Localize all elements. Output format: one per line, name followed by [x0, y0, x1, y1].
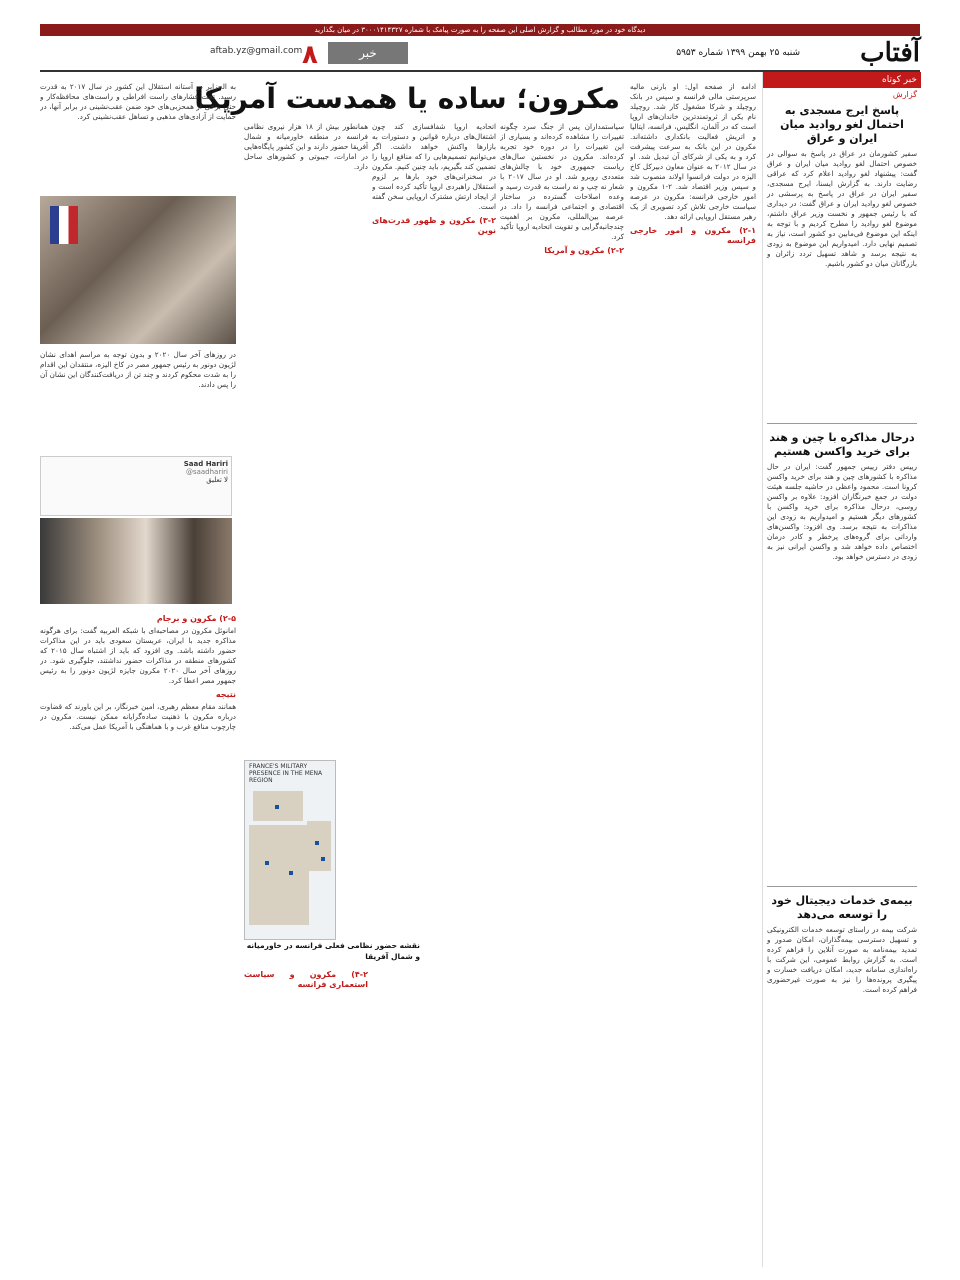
photo-caption — [40, 350, 236, 450]
map-marker — [315, 841, 319, 845]
article-column-5 — [40, 610, 236, 1267]
top-left-text: به الجزایر در آستانه استقلال این کشور در سال ۲۰۱۷ به قدرت رسید. تحت فشارهای راست افراطی و راست‌های محافظه‌کار و حتی برخی از همحزبی‌های خود ضمن عقب‌نشینی در برابر آنها، در حمایت از آزادی‌های مذهبی و تساهل عقب‌نشینی کرد. — [40, 82, 236, 121]
photo-caption-text: در روزهای آخر سال ۲۰۲۰ و بدون توجه به مراسم اهدای نشان لژیون دونور به رئیس جمهور مصر در کاخ الیزه، منتقدان این اقدام را به شدت محکوم کردند و چند تن از دریافت‌کنندگان این نشان آن را پس دادند. — [40, 350, 236, 389]
news-brief-sidebar — [762, 72, 921, 1267]
subheading-america: ۲-۲) مکرون و آمریکا — [544, 246, 624, 255]
section-tag: خبر — [328, 42, 408, 64]
french-flag — [50, 206, 78, 244]
map-land-middle-east — [307, 821, 331, 871]
contact-email[interactable]: aftab.yz@gmail.com — [210, 46, 303, 56]
brief-headline-insurance: بیمه‌ی خدمات دیجیتال خود را توسعه می‌دهد — [771, 894, 913, 921]
column-2-text: سیاستمداران پس از جنگ سرد چگونه تغییرات را مشاهده کرده‌اند و بسیاری از این تغییرات را در دوره خود تجربه کرده‌اند. مکرون در نخستین سال‌های ریاست جمهوری خود با چالش‌های متعددی روبرو شد. او در سال ۲۰۱۷ با شعار نه چپ و نه راست به قدرت رسید و وعده اصلاحات گسترده در ساختار اقتصادی و اجتماعی فرانسه را داد. در عرصه بین‌المللی، مکرون بر اهمیت چندجانبه‌گرایی و تقویت اتحادیه اروپا تأکید کرد. — [500, 122, 624, 241]
map-caption: نقشه حضور نظامی فعلی فرانسه در خاورمیانه و شمال آفریقا — [246, 941, 420, 961]
map-land-africa — [249, 825, 309, 925]
map-marker — [275, 805, 279, 809]
article-column-4b — [244, 966, 368, 1266]
subheading-colonial: ۴-۲) مکرون و سیاست استعماری فرانسه — [244, 970, 368, 989]
map-marker — [289, 871, 293, 875]
sidebar-subheader: گزارش — [892, 90, 917, 99]
brief-headline-visa: پاسخ ایرج مسجدی به احتمال لغو روادید میان ایران و عراق — [780, 104, 904, 145]
conclusion-text: همانند مقام معظم رهبری، امین خبرنگار، بر این باورند که قضاوت درباره مکرون با ذهنیت ساده‌گرایانه ممکن نیست. مکرون در چارچوب منافع غرب و با هماهنگی با آمریکا عمل می‌کند. — [40, 702, 236, 731]
brief-text-vaccine: رییس دفتر رییس جمهور گفت: ایران در حال مذاکره با کشورهای چین و هند برای خرید واکسن کرونا است. محمود واعظی در حاشیه جلسه هیئت دولت در جمع خبرنگاران افزود: علاوه بر واکسن روسی، درحال مذاکره برای خرید واکسن با کشورهای دیگر هستیم و امیدواریم به زودی این مذاکرات به نتیجه برسد. وی افزود: واکسن‌های وارداتی برای گروه‌های پرخطر و کادر درمان اختصاص داده خواهد شد و واکسن ایرانی نیز به زودی در دسترس خواهد بود. — [767, 462, 917, 561]
newspaper-logo: آفتاب — [860, 38, 920, 68]
tweet-photo-image — [40, 518, 232, 604]
column-3-text: اتحادیه اروپا شفافسازی کند چون اشتغال‌های درباره قوانین و دستورات به بازارها واکنش خواهد داشت. اگر می‌توانیم تصمیم‌هایی را که منافع اروپا را تضمین کند بگیریم، باید چنین کنیم. مکرون در سخنرانی‌های خود بارها بر لزوم استقلال راهبردی اروپا تأکید کرده است و از ایجاد ارتش مشترک اروپایی سخن گفته است. — [372, 122, 496, 211]
issue-dateline: شنبه ۲۵ بهمن ۱۳۹۹ شماره ۵۹۵۳ — [676, 48, 800, 58]
brief-headline-vaccine: درحال مذاکره با چین و هند برای خرید واکسن هستیم — [769, 431, 915, 458]
tweet-photo — [40, 518, 232, 604]
tweet-handle: @saadhariri — [185, 468, 228, 476]
article-column-4 — [244, 122, 368, 752]
map-marker — [321, 857, 325, 861]
divider — [767, 886, 917, 887]
tweet-author: Saad Hariri — [183, 460, 228, 468]
notice-text: دیدگاه خود در مورد مطالب و گزارش اصلی این صفحه را به صورت پیامک با شماره ۳۰۰۰۱۴۱۴۳۲۷ در میان بگذارید — [314, 26, 646, 34]
tweet-text: لا تعليق — [206, 476, 228, 484]
page-number: ۸ — [302, 40, 318, 70]
macron-sisi-photo — [40, 196, 236, 344]
brief-text-insurance: شرکت بیمه در راستای توسعه خدمات الکترونیکی و تسهیل دسترسی بیمه‌گذاران، امکان صدور و تمدید بیمه‌نامه به صورت آنلاین را فراهم کرده است. به گزارش روابط عمومی، این شرکت با راه‌اندازی سامانه جدید، امکان دریافت خسارت و پیگیری پرونده‌ها را نیز به صورت غیرحضوری فراهم کرده است. — [767, 925, 917, 994]
article-title: مکرون؛ ساده یا همدست آمریکا — [194, 82, 620, 115]
brief-text-visa: سفیر کشورمان در عراق در پاسخ به سوالی در خصوص احتمال لغو روادید میان ایران و عراق گفت: پیشنهاد لغو روادید اعلام کرد که عراقی رضایت دارند. به گزارش ایسنا، ایرج مسجدی، سفیر ایران در عراق در پاسخ به پرسشی در خصوص لغو روادید ایران و عراق گفت: در دیداری که با رئیس جمهور و نخست وزیر عراق داشتم، موضوع لغو روادید را مطرح کردیم و با توجه به اینکه این موضوع فی‌مابین دو کشور است، نیاز به تصمیم نهایی دارد. امیدواریم این موضوع به زودی به نتیجه برسد و شاهد تسهیل تردد زائران و بازرگانان میان دو کشور باشیم. — [767, 149, 917, 268]
column-4-text: همانطور بیش از ۱۸ هزار نیروی نظامی فرانسه در منطقه خاورمیانه و شمال آفریقا حضور دارند و این کشور پایگاه‌هایی در امارات، جیبوتی و کشورهای ساحل دارد. — [244, 122, 368, 171]
sidebar-header: خبر کوتاه — [763, 72, 921, 88]
top-notice-bar — [40, 24, 920, 36]
subheading-foreign-affairs: ۲-۱) مکرون و امور خارجی فرانسه — [630, 226, 756, 245]
article-column-2 — [500, 122, 624, 1267]
embedded-tweet[interactable] — [40, 456, 232, 516]
column-1-text: ادامه از صفحه اول: او بارنی مالیه سرپرستی مالی فرانسه و سپس در بانک روچیلد و شرکا مشغول کار شد. روچیلد نام یکی از ثروتمندترین خاندان‌های اروپا است که در آلمان، انگلیس، فرانسه، ایتالیا و اتریش فعالیت بانکداری داشته‌اند. مکرون در این بانک به سرعت پیشرفت کرد و به یکی از شرکای آن تبدیل شد. او در سال ۲۰۱۲ به عنوان معاون دبیرکل کاخ الیزه در دولت فرانسوا اولاند منصوب شد و سپس وزیر اقتصاد شد. ۲-۱ مکرون و امور خارجی فرانسه: مکرون در عرصه سیاست خارجی تلاش کرد تصویری از یک رهبر مستقل اروپایی ارائه دهد. — [630, 82, 756, 221]
military-presence-map — [244, 760, 336, 940]
divider — [767, 423, 917, 424]
map-title: FRANCE'S MILITARY PRESENCE IN THE MENA REGION — [249, 763, 323, 784]
masthead — [40, 36, 920, 72]
map-marker — [265, 861, 269, 865]
subheading-jcpoa: ۲-۵) مکرون و برجام — [156, 614, 236, 623]
top-left-column — [40, 82, 236, 187]
article-column-1 — [630, 82, 756, 1267]
subheading-new-powers: ۳-۲) مکرون و ظهور قدرت‌های نوین — [372, 216, 496, 235]
article-column-3 — [372, 122, 496, 1267]
column-5-text: امانوئل مکرون در مصاحبه‌ای با شبکه العربیه گفت: برای هرگونه مذاکره جدید با ایران، عربستان سعودی باید در این مذاکرات حضور داشته باشد. وی افزود که باید از اشتباه سال ۲۰۱۵ که کشورهای منطقه در مذاکرات حضور نداشتند، جلوگیری شود. در روزهای آخر سال ۲۰۲۰ مکرون جایزه لژیون دونور را به رئیس جمهور مصر اعطا کرد. — [40, 626, 236, 685]
subheading-conclusion: نتیجه — [215, 690, 236, 699]
